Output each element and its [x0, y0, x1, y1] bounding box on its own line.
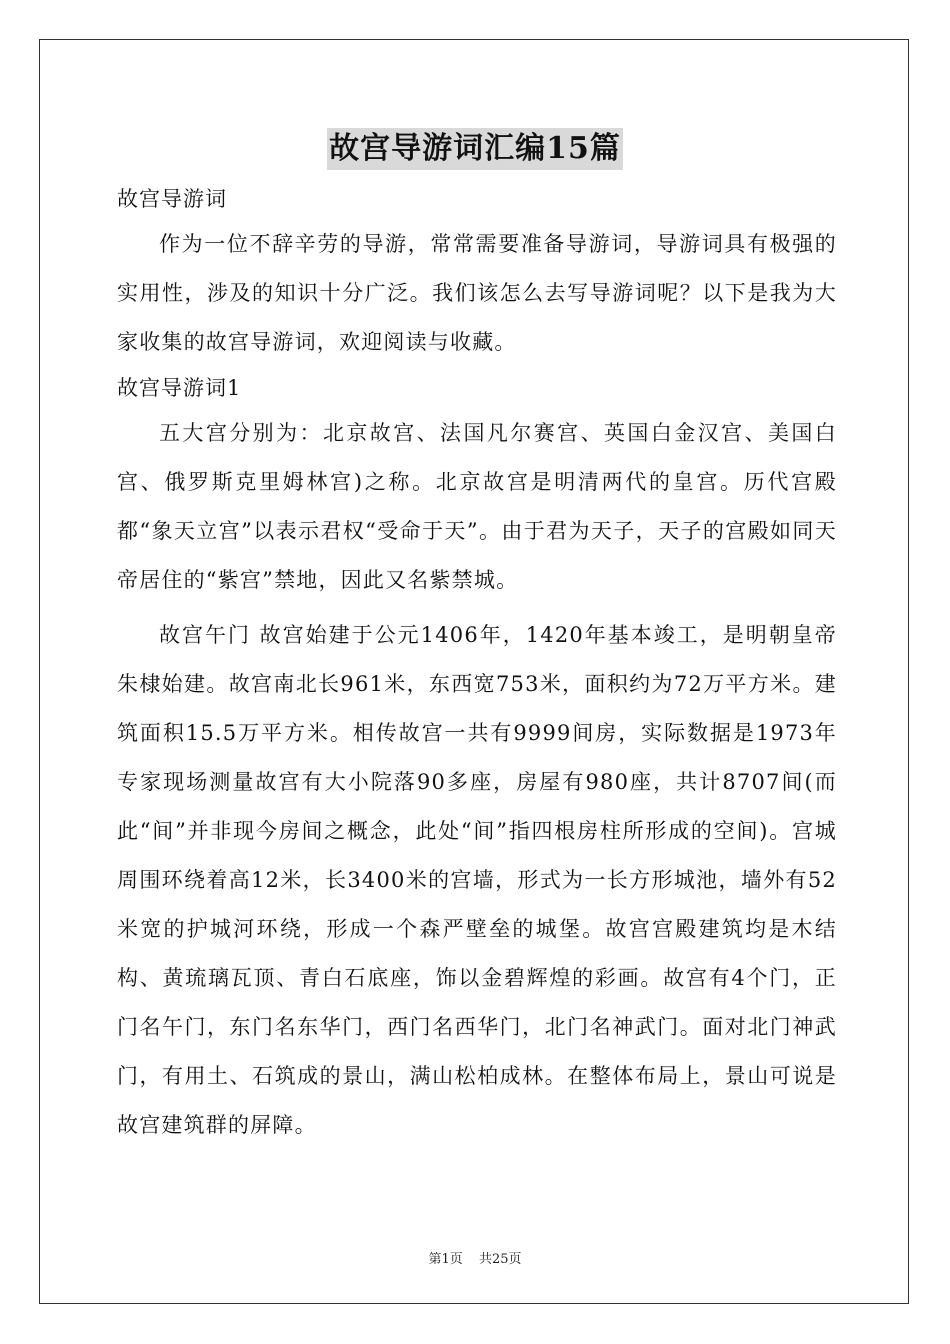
title-container — [0, 128, 950, 170]
document-title: 故宫导游词汇编15篇 — [327, 128, 623, 170]
body-paragraph: 五大宫分别为：北京故宫、法国凡尔赛宫、英国白金汉宫、美国白宫、俄罗斯克里姆林宫)之称。北京故宫是明清两代的皇宫。历代宫殿都“象天立宫”以表示君权“受命于天”。由于君为天子，天子的宫殿如同天帝居住的“紫宫”禁地，因此又名紫禁城。 — [117, 421, 837, 592]
page-footer — [0, 1248, 950, 1267]
body-paragraph: 故宫午门 故宫始建于公元1406年，1420年基本竣工，是明朝皇帝朱棣始建。故宫南北长961米，东西宽753米，面积约为72万平方米。建筑面积15.5万平方米。相传故宫一共有9999间房，实际数据是1973年专家现场测量故宫有大小院落90多座，房屋有980座，共计8707间(而此“间”并非现今房间之概念，此处“间”指四根房柱所形成的空间)。宫城周围环绕着高12米，长3400米的宫墙，形式为一长方形城池，墙外有52米宽的护城河环绕，形成一个森严壁垒的城堡。故宫宫殿建筑均是木结构、黄琉璃瓦顶、青白石底座，饰以金碧辉煌的彩画。故宫有4个门，正门名午门，东门名东华门，西门名西华门，北门名神武门。面对北门神武门，有用土、石筑成的景山，满山松柏成林。在整体布局上，景山可说是故宫建筑群的屏障。 — [117, 623, 837, 1137]
section-heading: 故宫导游词1 — [117, 376, 242, 400]
intro-paragraph: 作为一位不辞辛劳的导游，常常需要准备导游词，导游词具有极强的实用性，涉及的知识十分广泛。我们该怎么去写导游词呢？以下是我为大家收集的故宫导游词，欢迎阅读与收藏。 — [117, 232, 837, 354]
section-heading: 故宫导游词 — [117, 187, 227, 211]
page-number: 第1页 — [428, 1252, 463, 1267]
document-body — [117, 178, 837, 1150]
page-total: 共25页 — [478, 1252, 522, 1267]
